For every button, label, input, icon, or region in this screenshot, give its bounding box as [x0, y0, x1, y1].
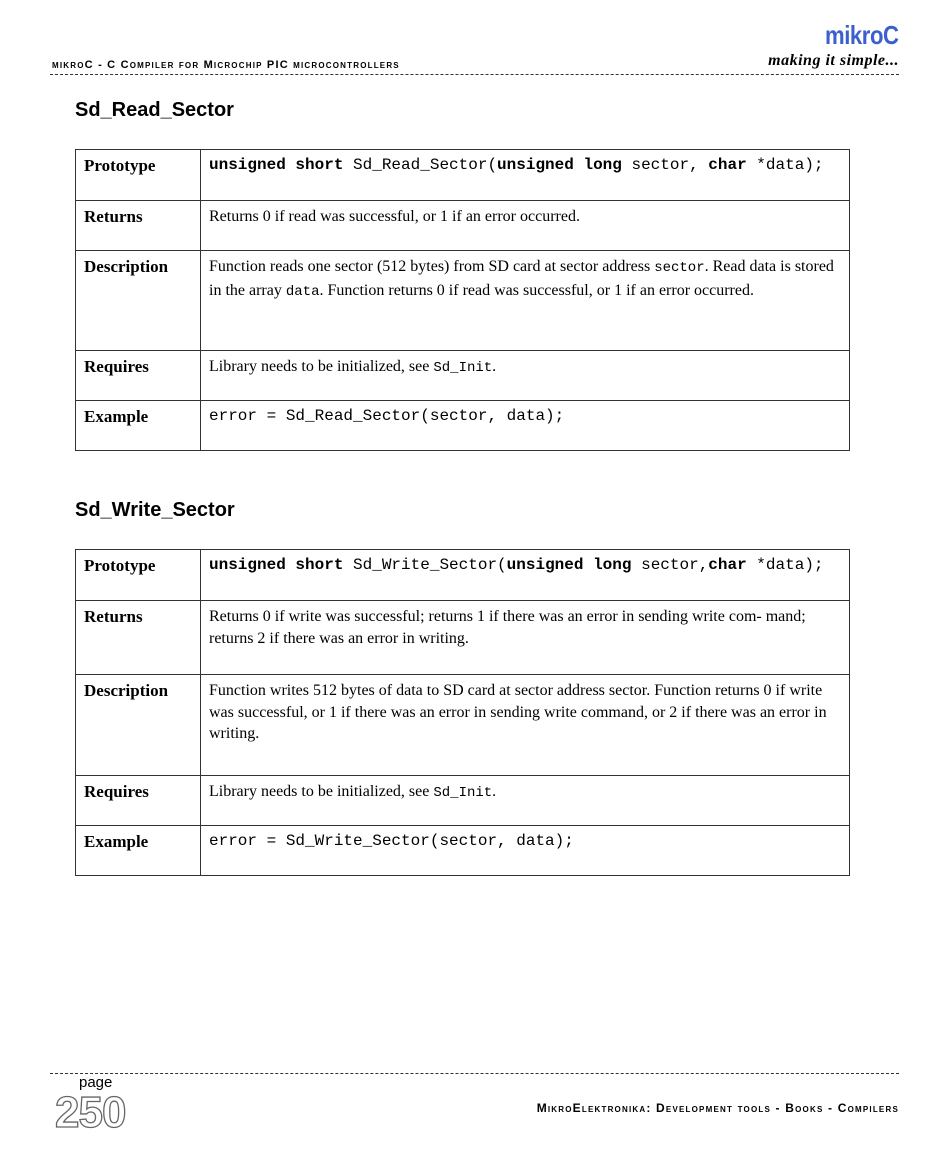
row-label: Description — [76, 251, 201, 351]
description-text: Function reads one sector (512 bytes) from SD card at sector address sector. Read data is stored in the array data. Function returns 0 if read was successful, or 1 if an error occurred. — [201, 251, 850, 351]
table-row-returns — [76, 201, 850, 251]
table-row-requires — [76, 351, 850, 401]
header-title: mikroC - C Compiler for Microchip PIC microcontrollers — [52, 59, 400, 71]
row-label: Description — [76, 675, 201, 776]
header-divider — [50, 74, 899, 75]
function-table-write-sector — [75, 549, 850, 876]
table-row-description — [76, 675, 850, 776]
row-label: Requires — [76, 776, 201, 826]
row-label: Example — [76, 826, 201, 876]
function-table-read-sector — [75, 149, 850, 451]
row-label: Prototype — [76, 550, 201, 601]
row-label: Returns — [76, 601, 201, 675]
section-title-read-sector: Sd_Read_Sector — [75, 99, 234, 121]
row-label: Prototype — [76, 150, 201, 201]
row-label: Requires — [76, 351, 201, 401]
prototype-code: unsigned short Sd_Read_Sector(unsigned long sector, char *data); — [201, 150, 850, 201]
row-label: Example — [76, 401, 201, 451]
mikroc-logo: mikroC — [825, 20, 899, 50]
example-code: error = Sd_Read_Sector(sector, data); — [201, 401, 850, 451]
tagline: making it simple... — [768, 52, 899, 69]
section-title-write-sector: Sd_Write_Sector — [75, 499, 235, 521]
footer-title: MikroElektronika: Development tools - Books - Compilers — [536, 1101, 899, 1115]
table-row-prototype — [76, 550, 850, 601]
table-row-example — [76, 826, 850, 876]
footer-divider — [50, 1073, 899, 1074]
returns-text: Returns 0 if read was successful, or 1 if an error occurred. — [201, 201, 850, 251]
table-row-returns — [76, 601, 850, 675]
page-label: page — [79, 1074, 113, 1091]
page-number: 250 — [55, 1088, 126, 1137]
returns-text: Returns 0 if write was successful; returns 1 if there was an error in sending write com- mand; returns 2 if there was an error in writing. — [201, 601, 850, 675]
requires-text: Library needs to be initialized, see Sd_Init. — [201, 351, 850, 401]
row-label: Returns — [76, 201, 201, 251]
description-text: Function writes 512 bytes of data to SD card at sector address sector. Function returns 0 if write was successful, or 1 if there was an error in sending write command, or 2 if there was an error in writing. — [201, 675, 850, 776]
prototype-code: unsigned short Sd_Write_Sector(unsigned long sector,char *data); — [201, 550, 850, 601]
table-row-prototype — [76, 150, 850, 201]
requires-text: Library needs to be initialized, see Sd_Init. — [201, 776, 850, 826]
table-row-description — [76, 251, 850, 351]
example-code: error = Sd_Write_Sector(sector, data); — [201, 826, 850, 876]
table-row-requires — [76, 776, 850, 826]
table-row-example — [76, 401, 850, 451]
